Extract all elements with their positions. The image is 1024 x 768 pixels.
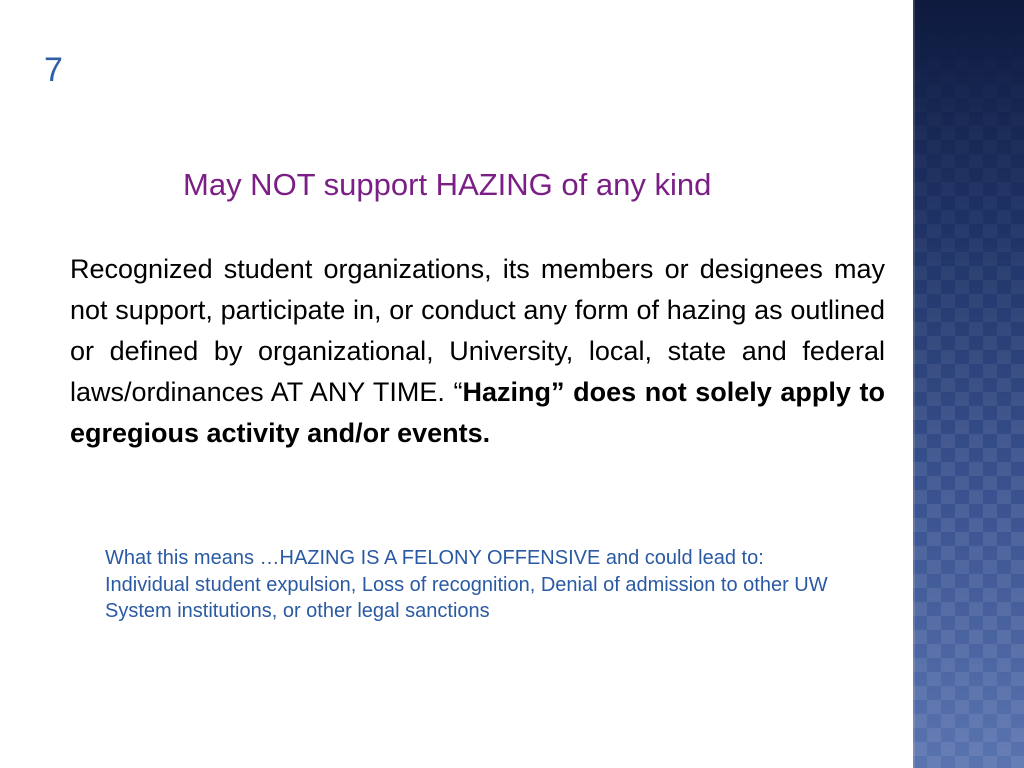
- side-panel-edge: [913, 0, 915, 768]
- body-paragraph: [70, 249, 885, 454]
- diamond-pattern: [913, 0, 1024, 768]
- consequence-note: [105, 545, 895, 625]
- slide-title: May NOT support HAZING of any kind: [183, 167, 712, 202]
- decorative-side-panel: [913, 0, 1024, 768]
- body-bold-text: Hazing” does not solely apply to egregious activity and/or events.: [70, 377, 885, 448]
- note-line-2: Individual student expulsion, Loss of recognition, Denial of admission to other UW System institutions, or other legal sanctions: [105, 573, 828, 622]
- note-line-1: What this means …HAZING IS A FELONY OFFENSIVE and could lead to:: [105, 547, 764, 569]
- slide-number: 7: [44, 51, 63, 89]
- body-text: Recognized student organizations, its members or designees may not support, participate in, or conduct any form of hazing as outlined or defined by organizational, University, local, state and federal laws/ordinances AT ANY TIME. “: [70, 254, 885, 407]
